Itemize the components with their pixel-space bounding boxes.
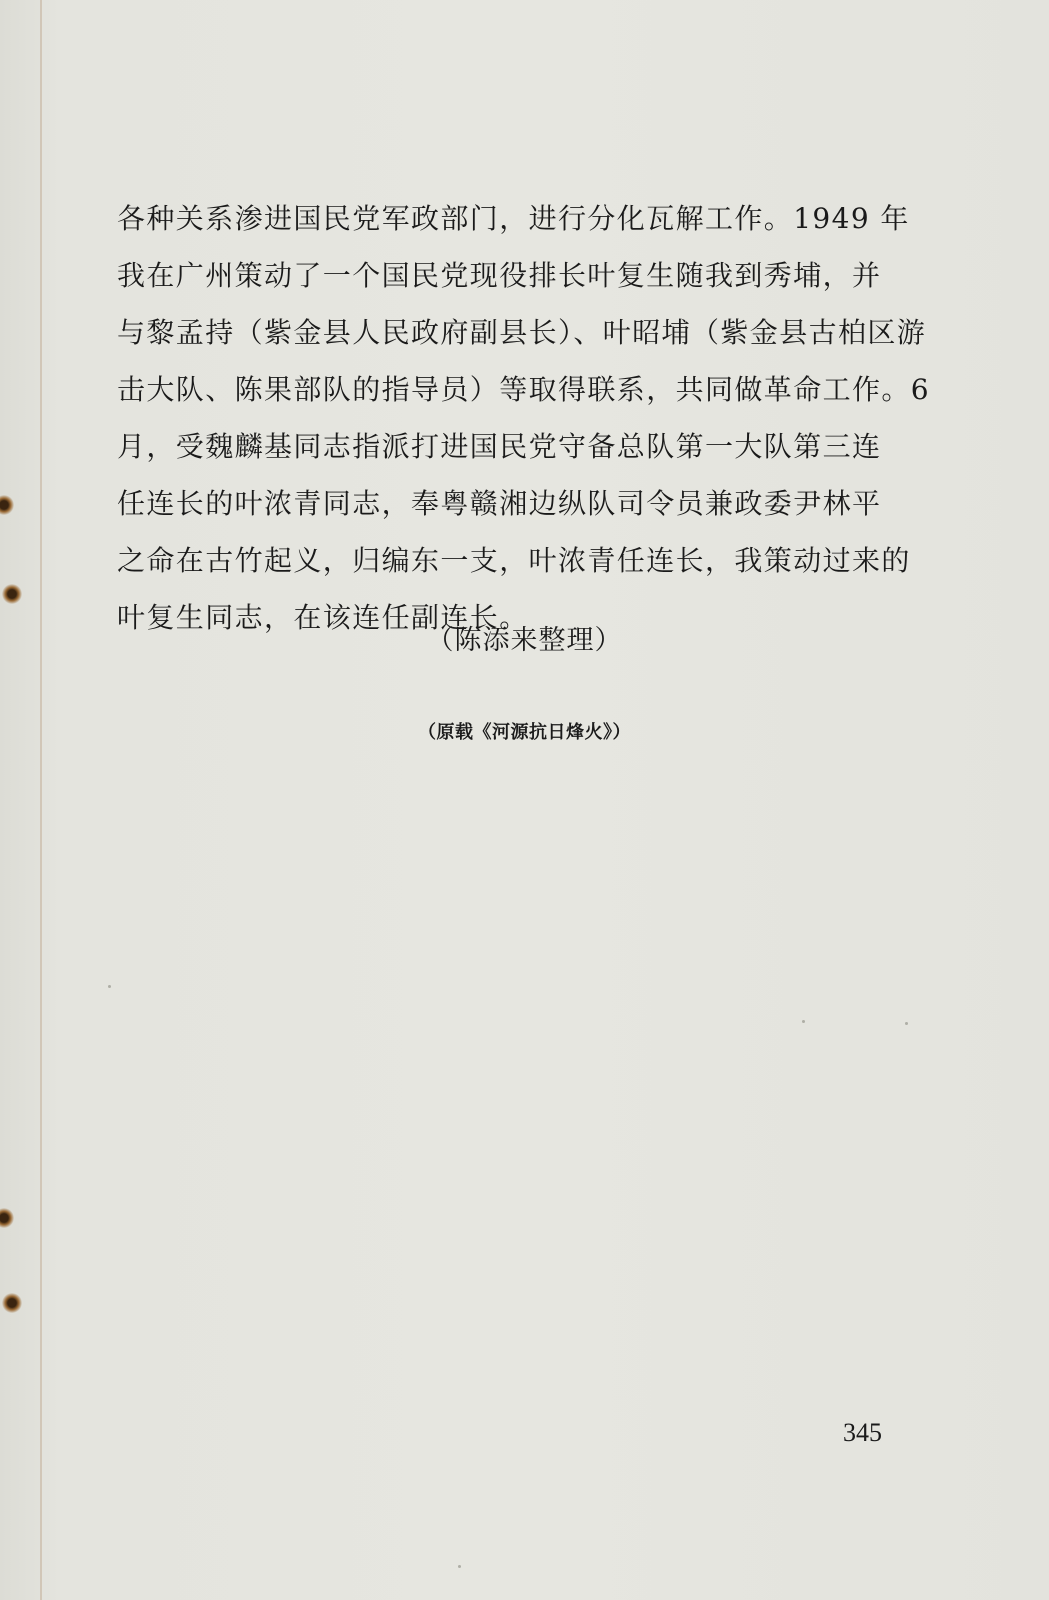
binding-hole <box>0 495 14 515</box>
source-note: （原载《河源抗日烽火》） <box>418 722 631 743</box>
binding-hole <box>2 584 22 604</box>
paragraph-line: 月，受魏麟基同志指派打进国民党守备总队第一大队第三连 <box>117 430 882 463</box>
paragraph-line: 之命在古竹起义，归编东一支，叶浓青任连长，我策动过来的 <box>117 544 911 577</box>
page-number: 345 <box>843 1418 882 1447</box>
binding-hole <box>0 1208 14 1228</box>
paragraph-line: 任连长的叶浓青同志，奉粤赣湘边纵队司令员兼政委尹林平 <box>117 487 882 520</box>
binding-margin-line <box>40 0 42 1600</box>
paragraph-line: 我在广州策动了一个国民党现役排长叶复生随我到秀埔，并 <box>117 259 882 292</box>
body-paragraph <box>117 190 932 646</box>
paper-speck <box>802 1020 805 1023</box>
compiler-credit: （陈添来整理） <box>426 625 623 656</box>
paragraph-line: 与黎孟持（紫金县人民政府副县长）、叶昭埔（紫金县古柏区游 <box>117 316 927 349</box>
paragraph-line: 叶复生同志，在该连任副连长。 <box>117 601 529 634</box>
paper-speck <box>108 985 111 988</box>
paper-speck <box>458 1565 461 1568</box>
paper-speck <box>905 1022 908 1025</box>
paragraph-line: 各种关系渗进国民党军政部门，进行分化瓦解工作。1949 年 <box>117 202 910 235</box>
paragraph-line: 击大队、陈果部队的指导员）等取得联系，共同做革命工作。6 <box>117 373 931 406</box>
binding-hole <box>2 1293 22 1313</box>
